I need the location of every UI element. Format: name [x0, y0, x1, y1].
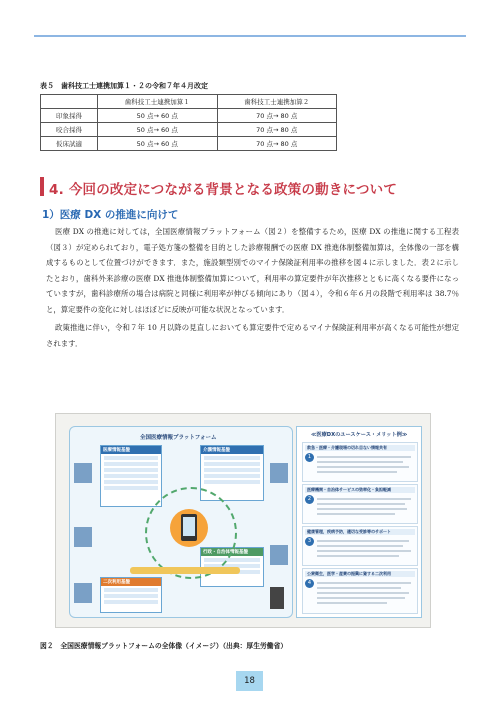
- usecase-number: 3: [305, 537, 314, 546]
- table-row-header: 印象採得: [41, 109, 98, 123]
- subsection-heading: 1）医療 DX の推進に向けて: [42, 209, 179, 221]
- page-number: 18: [236, 671, 263, 691]
- table-cell: 70 点→ 80 点: [217, 137, 337, 151]
- table-header-cell: [41, 95, 98, 109]
- smartphone-icon: [181, 514, 197, 541]
- usecase-card: [302, 526, 418, 566]
- usecase-label: 救急・医療・介護現場の切れ目ない情報共有: [305, 445, 415, 451]
- usecase-card: [302, 568, 418, 614]
- table-row: [41, 137, 337, 151]
- panel-title: 二次利用基盤: [101, 578, 161, 586]
- table-cell: 70 点→ 80 点: [217, 109, 337, 123]
- table-header-cell: 歯科技工士連携加算２: [217, 95, 337, 109]
- platform-diagram-title: 全国医療情報プラットフォーム: [140, 435, 217, 441]
- figure-image: [55, 413, 431, 628]
- figure-caption: 図２ 全国医療情報プラットフォームの全体像（イメージ）（出典：厚生労働省）: [40, 642, 288, 650]
- panel-title: 行政・自治体情報基盤: [201, 548, 263, 556]
- usecase-label: 医療機関・自治体サービスの効率化・負担軽減: [305, 487, 415, 493]
- usecase-panel: [296, 426, 422, 618]
- table-cell: 50 点→ 60 点: [98, 137, 218, 151]
- table-cell: 70 点→ 80 点: [217, 123, 337, 137]
- usecase-number: 2: [305, 495, 314, 504]
- usecase-number: 1: [305, 453, 314, 462]
- usecase-label: 公衆衛生，医学・産業の振興に資する二次利用: [305, 571, 415, 577]
- medical-info-panel: [100, 445, 162, 507]
- section-heading-text: 4. 今回の改定につながる背景となる政策の動きについて: [49, 182, 398, 198]
- care-facility-icon: [270, 463, 288, 483]
- clinic-icon: [74, 527, 92, 547]
- hospital-icon: [74, 463, 92, 483]
- panel-title: 医療情報基盤: [101, 446, 161, 454]
- flow-arrow: [130, 567, 240, 574]
- table-header-row: [41, 95, 337, 109]
- usecase-label: 健康管理，疾病予防，適切な受診等のサポート: [305, 529, 415, 535]
- table-cell: 50 点→ 60 点: [98, 109, 218, 123]
- usecase-title: ≪医療DXのユースケース・メリット例≫: [311, 432, 408, 438]
- top-rule: [34, 35, 466, 37]
- municipality-icon: [270, 545, 288, 565]
- mobile-device-icon: [270, 587, 284, 609]
- secondary-use-panel: [100, 577, 162, 613]
- section-heading-bar: [40, 177, 44, 196]
- panel-title: 介護情報基盤: [201, 446, 263, 454]
- table-row: [41, 109, 337, 123]
- government-icon: [74, 583, 92, 603]
- table-caption: 表５ 歯科技工士連携加算１・２の令和７年４月改定: [40, 82, 208, 90]
- usecase-card: [302, 442, 418, 482]
- usecase-card: [302, 484, 418, 524]
- platform-diagram: [69, 426, 293, 618]
- table-row-header: 仮床試適: [41, 137, 98, 151]
- body-paragraph: 医療 DX の推進に対しては，全国医療情報プラットフォーム（図２）を整備するため，医療 DX の推進に関する工程表（図３）が定められており，電子処方箋の整備を目的とした診療報酬での医療 DX 推進体制整備加算は，全体像の一部を構成するものとして位置づけができます．また，施設類型別でのマイナ保険証利用率の推移を図４に示しました．表２に示したとおり，歯科外来診療の医療 DX 推進体制整備加算について，利用率の算定要件が年次推移とともに高くなる要件になっていますが，歯科診療所の場合は病院と同様に利用率が伸びる傾向にあり（図４），令和６年６月の段階で利用率は 38.7％と，算定要件の変化に対しはほぼどに反映が可能な状況となっています．: [46, 227, 459, 314]
- table-cell: 50 点→ 60 点: [98, 123, 218, 137]
- usecase-number: 4: [305, 579, 314, 588]
- body-paragraph: 政策推進に伴い，令和７年 10 月以降の見直しにおいても算定要件で定めるマイナ保険証利用率が高くなる可能性が想定されます．: [46, 323, 459, 348]
- table-row-header: 咬合採得: [41, 123, 98, 137]
- rates-table: [40, 94, 337, 151]
- section-heading: [40, 177, 460, 196]
- table-header-cell: 歯科技工士連携加算１: [98, 95, 218, 109]
- table-row: [41, 123, 337, 137]
